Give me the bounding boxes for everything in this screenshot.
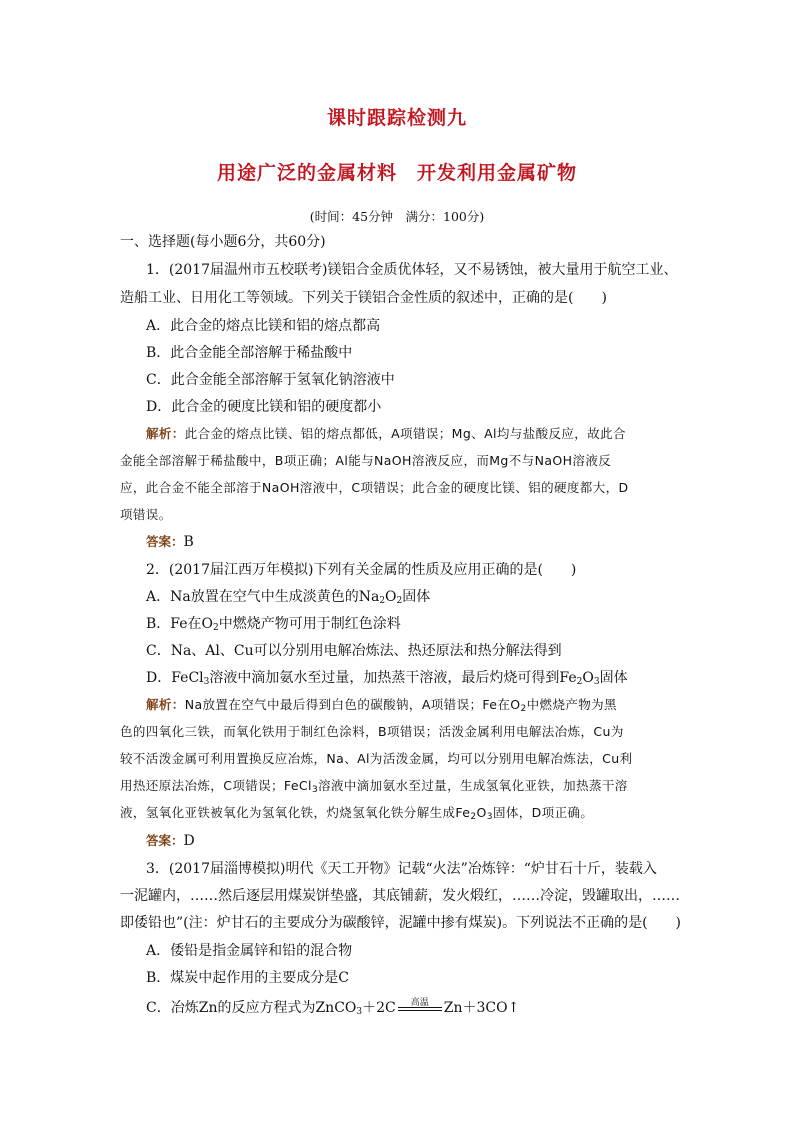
q3-stem-line-3: 即倭铅也”(注：炉甘石的主要成分为碳酸锌，泥罐中掺有煤炭)。下列说法不正确的是( ): [120, 915, 682, 931]
q2-option-a: A．Na放置在空气中生成淡黄色的$Na_2O_2$固体: [146, 589, 431, 606]
q2-analysis-line-1: 解析：Na放置在空气中最后得到白色的碳酸钠，A项错误；Fe在$O_2$中燃烧产物为黑: [146, 697, 617, 714]
page-title: 课时跟踪检测九: [326, 107, 467, 129]
page-subtitle: 用途广泛的金属材料 开发利用金属矿物: [216, 162, 577, 184]
answer-label: 答案：: [146, 833, 184, 848]
q2-stem: 2．(2017届江西万年模拟)下列有关金属的性质及应用正确的是( ): [146, 562, 577, 578]
q1-stem-line-2: 造船工业、日用化工等领域。下列关于镁铝合金性质的叙述中，正确的是( ): [120, 290, 607, 306]
q1-analysis-line-4: 项错误。: [120, 507, 172, 522]
q3-option-a: A．倭铅是指金属锌和铅的混合物: [146, 943, 353, 959]
q1-option-a: A．此合金的熔点比镁和铝的熔点都高: [146, 318, 381, 334]
q2-answer: 答案：D: [146, 833, 195, 849]
q1-analysis-line-1: 解析：此合金的熔点比镁、铝的熔点都低，A项错误；Mg、Al均与盐酸反应，故此合: [146, 426, 626, 441]
q1-option-c: C．此合金能全部溶解于氢氧化钠溶液中: [146, 372, 395, 388]
q1-answer: 答案：B: [146, 534, 194, 550]
q2-option-c: C．Na、Al、Cu可以分别用电解冶炼法、热还原法和热分解法得到: [146, 643, 562, 659]
reaction-condition: 高温: [410, 998, 429, 1008]
q1-analysis-line-2: 金能全部溶解于稀盐酸中，B项正确；Al能与NaOH溶液反应，而Mg不与NaOH溶液反: [120, 453, 612, 468]
q3-option-c: C．冶炼Zn的反应方程式为ZnCO$_3$＋2C 高温 Zn＋3CO↑: [146, 998, 519, 1018]
exam-meta: (时间：45分钟 满分：100分): [309, 209, 485, 224]
analysis-label: 解析：: [146, 426, 185, 441]
q3-stem-line-2: 一泥罐内，……然后逐层用煤炭饼垫盛，其底铺薪，发火煅红，……冷淀，毁罐取出，……: [120, 888, 680, 904]
q2-analysis-line-4: 用热还原法冶炼，C项错误；FeCl$_3$溶液中滴加氨水至过量，生成氢氧化亚铁，加热蒸干溶: [120, 778, 628, 795]
q2-analysis-line-5: 液，氢氧化亚铁被氧化为氢氧化铁，灼烧氢氧化铁分解生成$Fe_2O_3$固体，D项正确。: [120, 805, 594, 822]
q2-option-d: D．FeCl$_3$溶液中滴加氨水至过量，加热蒸干溶液，最后灼烧可得到$Fe_2O_3$固体: [146, 670, 628, 687]
reaction-condition-arrow: [398, 998, 442, 1015]
q3-option-b: B．煤炭中起作用的主要成分是C: [146, 970, 349, 986]
q2-option-b: B．Fe在$O_2$中燃烧产物可用于制红色涂料: [146, 616, 401, 633]
q1-analysis-line-3: 应，此合金不能全部溶于NaOH溶液中，C项错误；此合金的硬度比镁、铝的硬度都大，D: [120, 480, 629, 495]
answer-label: 答案：: [146, 534, 184, 549]
q1-option-b: B．此合金能全部溶解于稀盐酸中: [146, 345, 353, 361]
section-heading: 一、选择题(每小题6分，共60分): [120, 234, 326, 250]
q1-option-d: D．此合金的硬度比镁和铝的硬度都小: [146, 399, 382, 415]
q2-analysis-line-3: 较不活泼金属可利用置换反应冶炼，Na、Al为活泼金属，均可以分别用电解冶炼法，Cu利: [120, 751, 633, 766]
q2-analysis-line-2: 色的四氧化三铁，而氧化铁用于制红色涂料，B项错误；活泼金属利用电解法冶炼，Cu为: [120, 724, 624, 739]
q3-stem-line-1: 3．(2017届淄博模拟)明代《天工开物》记载“火法”冶炼锌：“炉甘石十斤，装载入: [146, 861, 657, 877]
analysis-label: 解析：: [146, 697, 185, 712]
q1-stem-line-1: 1．(2017届温州市五校联考)镁铝合金质优体轻，又不易锈蚀，被大量用于航空工业、: [146, 262, 678, 278]
